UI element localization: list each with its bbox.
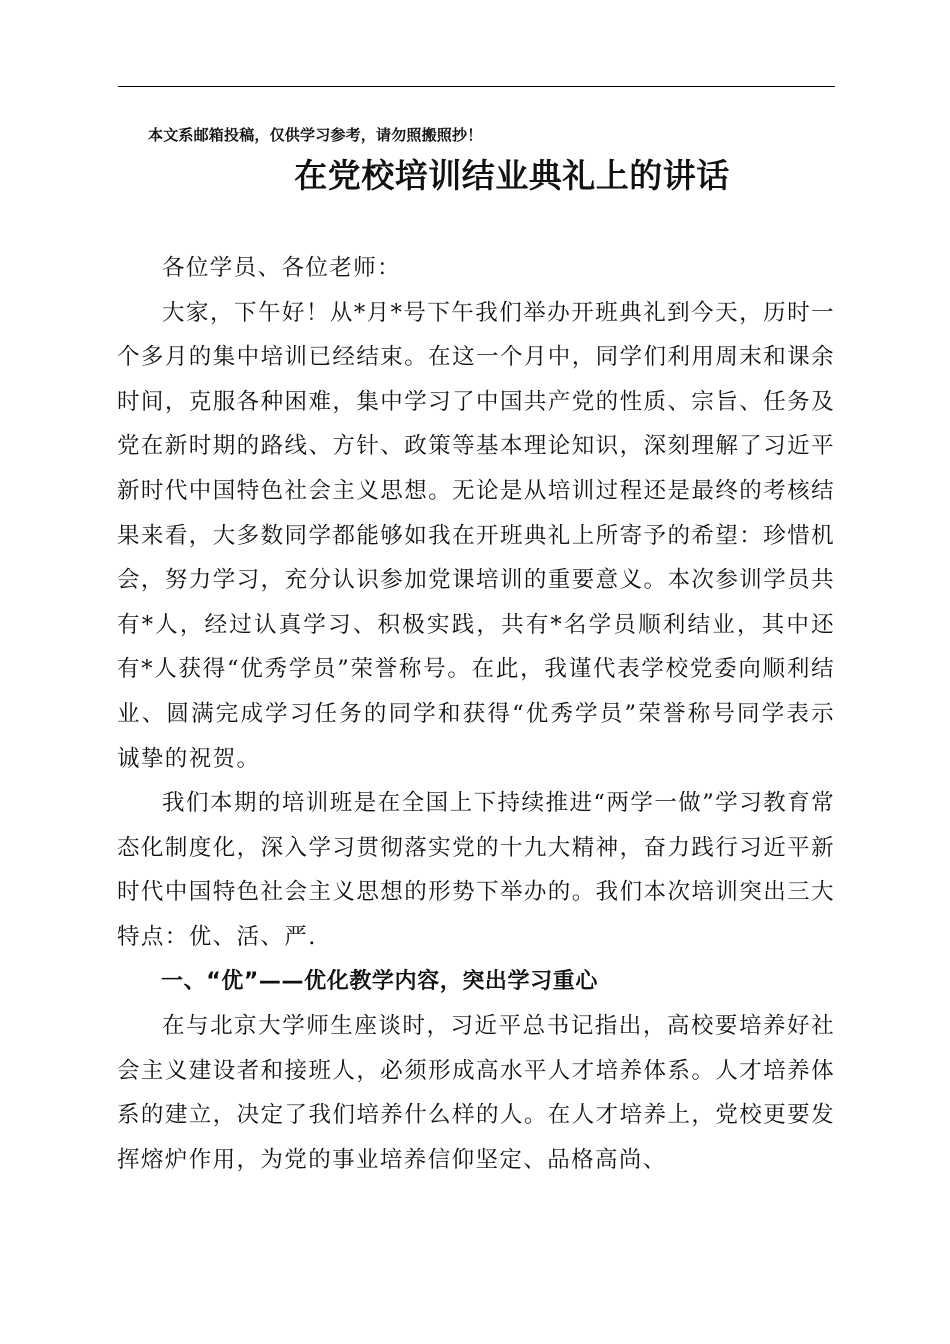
copyright-notice: 本文系邮箱投稿，仅供学习参考，请勿照搬照抄！	[148, 126, 483, 144]
document-title: 在党校培训结业典礼上的讲话	[294, 156, 730, 195]
section-paragraph: 在与北京大学师生座谈时，习近平总书记指出，高校要培养好社会主义建设者和接班人，必须形成高水平人才培养体系。人才培养体系的建立，决定了我们培养什么样的人。在人才培养上，党校更要发挥熔炉作用，为党的事业培养信仰坚定、品格高尚、	[117, 1013, 835, 1173]
body-paragraph-2: 我们本期的培训班是在全国上下持续推进“两学一做”学习教育常态化制度化，深入学习贯彻落实党的十九大精神，奋力践行习近平新时代中国特色社会主义思想的形势下举办的。我们本次培训突出三大特点：优、活、严.	[117, 790, 835, 950]
document-body	[117, 222, 835, 1182]
body-paragraph-1: 大家，下午好！从*月*号下午我们举办开班典礼到今天，历时一个多月的集中培训已经结束。在这一个月中，同学们利用周末和课余时间，克服各种困难，集中学习了中国共产党的性质、宗旨、任务及党在新时期的路线、方针、政策等基本理论知识，深刻理解了习近平新时代中国特色社会主义思想。无论是从培训过程还是最终的考核结果来看，大多数同学都能够如我在开班典礼上所寄予的希望：珍惜机会，努力学习，充分认识参加党课培训的重要意义。本次参训学员共有*人，经过认真学习、积极实践，共有*名学员顺利结业，其中还有*人获得“优秀学员”荣誉称号。在此，我谨代表学校党委向顺利结业、圆满完成学习任务的同学和获得“优秀学员”荣誉称号同学表示诚挚的祝贺。	[117, 299, 835, 772]
salutation: 各位学员、各位老师：	[162, 255, 402, 281]
section-heading: 一、“优”——优化教学内容，突出学习重心	[161, 968, 598, 994]
header-rule	[118, 86, 835, 87]
